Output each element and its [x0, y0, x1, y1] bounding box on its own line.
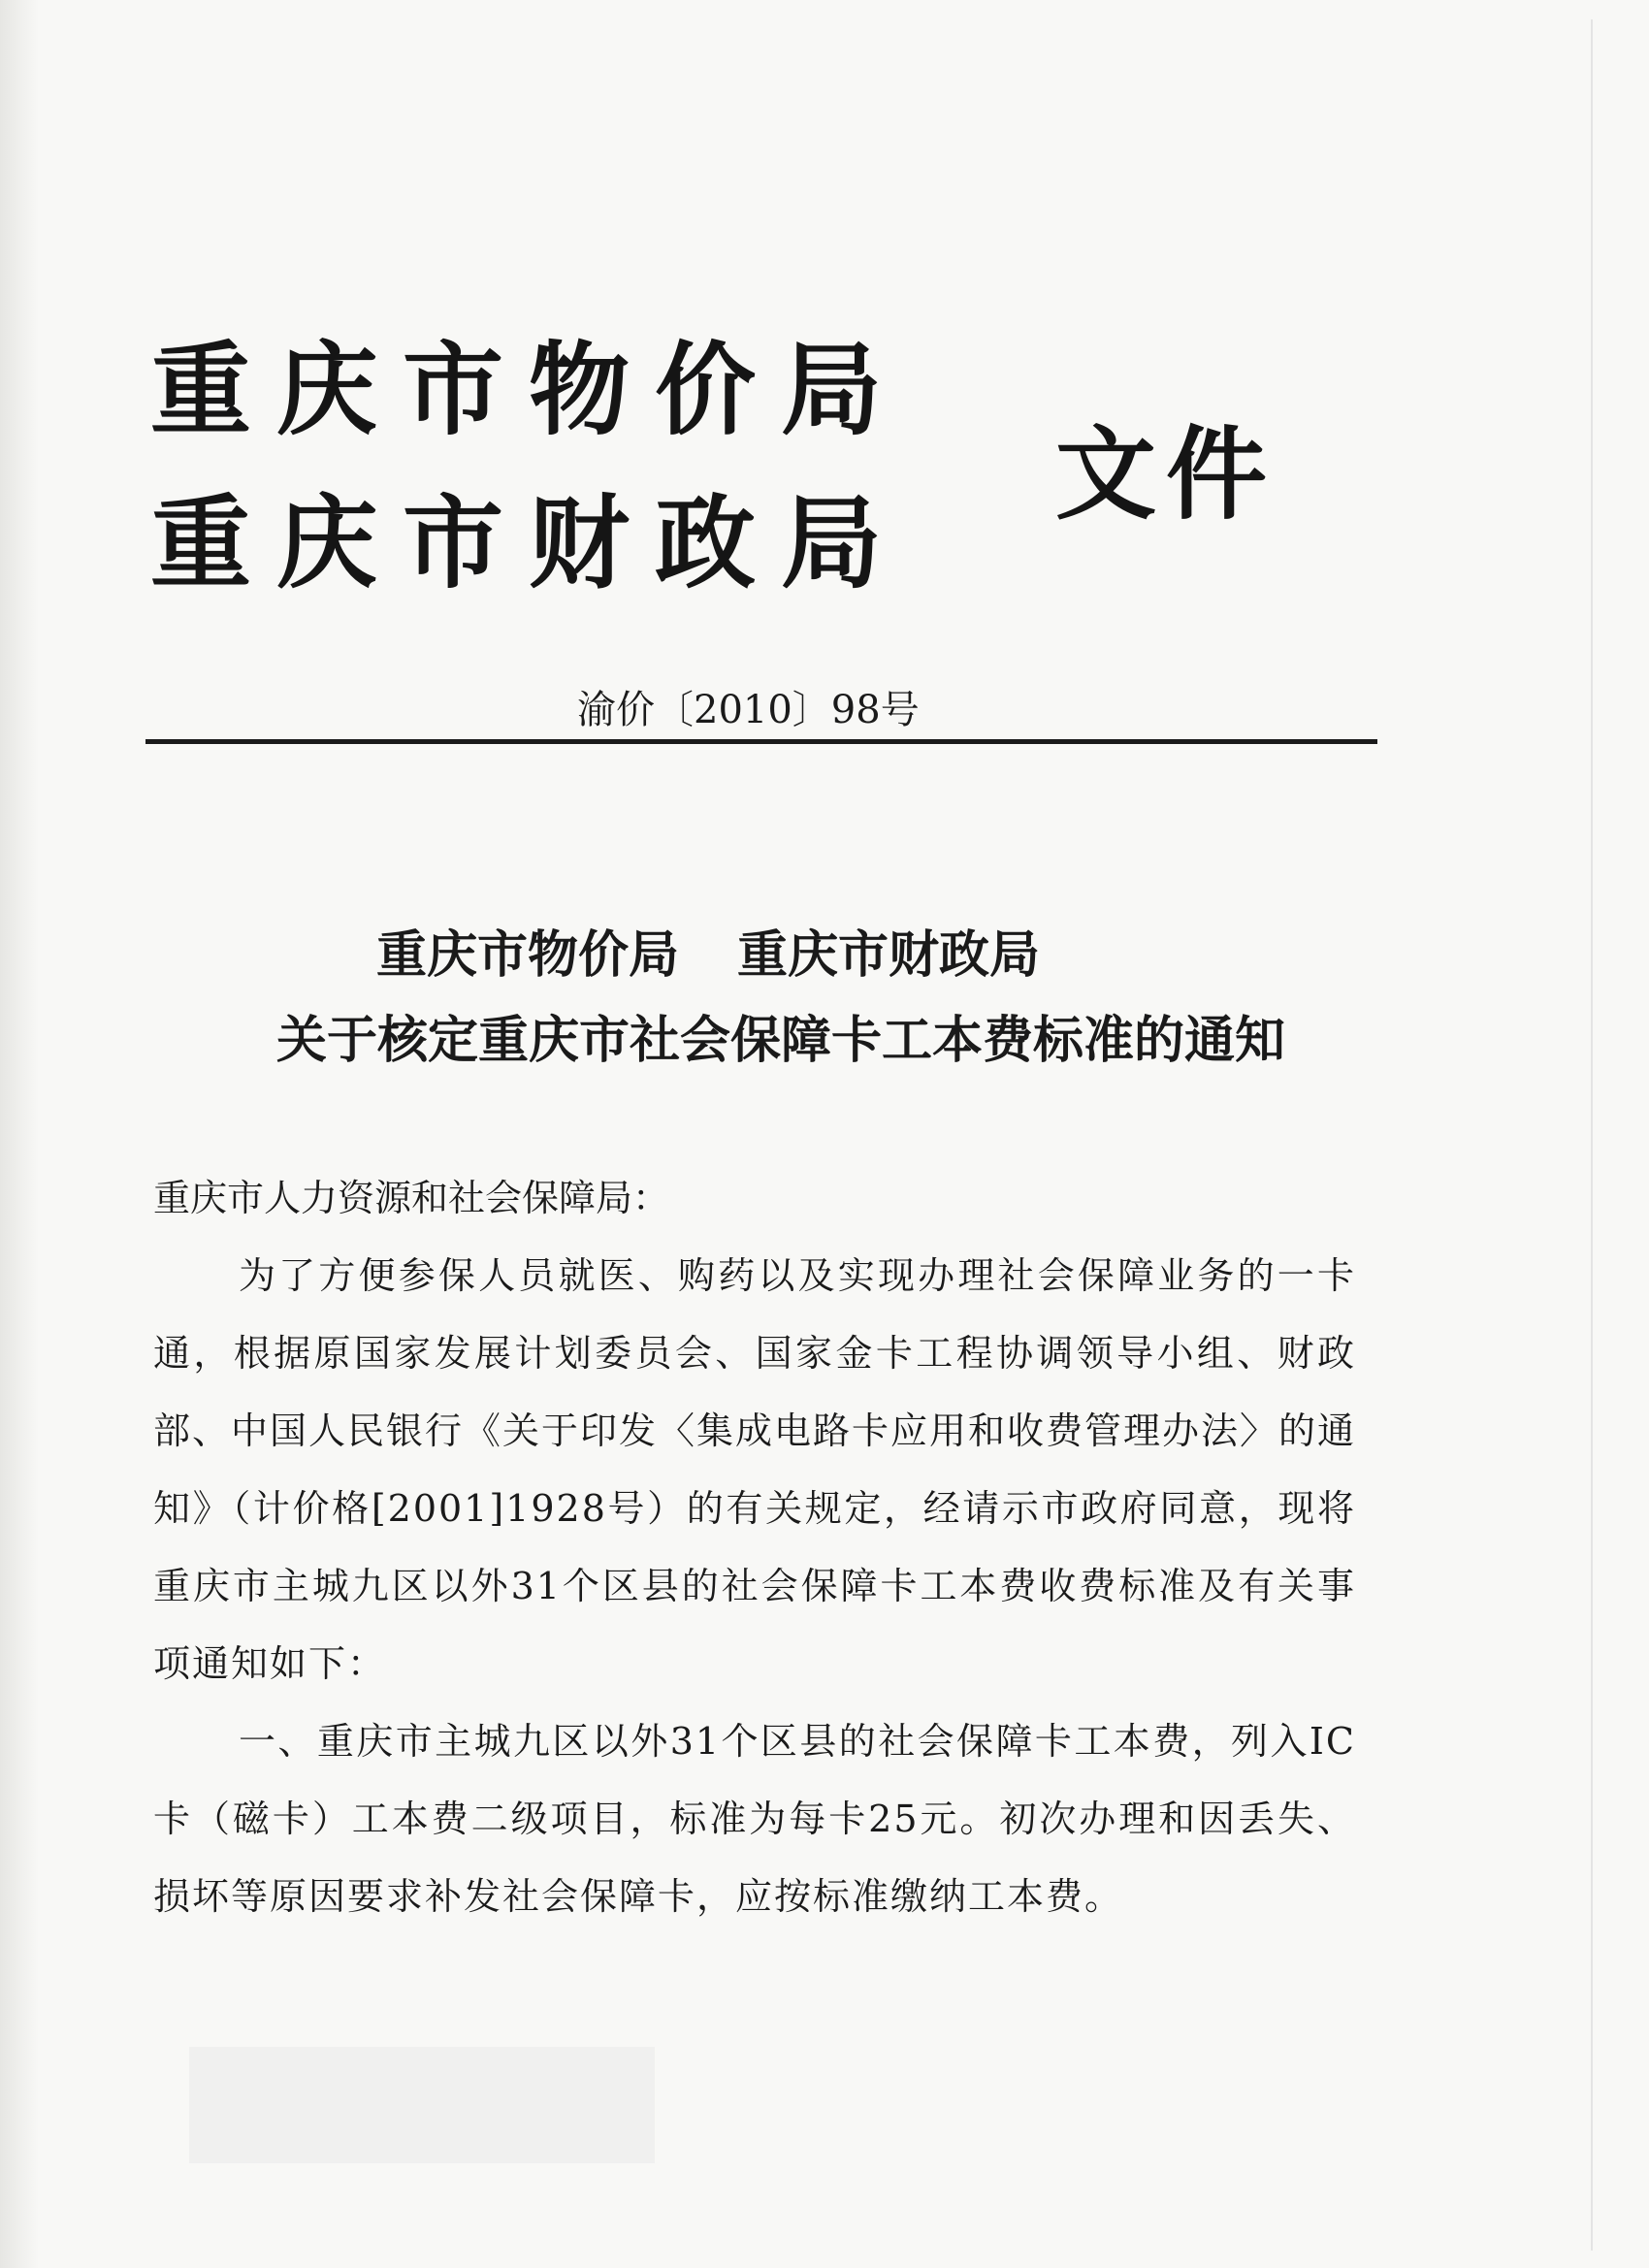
scan-edge-shadow [0, 0, 39, 2268]
paragraph-1-text: 为了方便参保人员就医、购药以及实现办理社会保障业务的一卡通，根据原国家发展计划委员会、国家金卡工程协调领导小组、财政部、中国人民银行《关于印发〈集成电路卡应用和收费管理办法〉的通知》（计价格[2001]1928号）的有关规定，经请示市政府同意，现将重庆市主城九区以外31个区县的社会保障卡工本费收费标准及有关事项通知如下： [153, 1254, 1357, 1685]
scan-smudge [189, 2047, 655, 2163]
header-divider [146, 739, 1377, 744]
header-doc-type: 文件 [1055, 415, 1277, 534]
paragraph-2-text: 一、重庆市主城九区以外31个区县的社会保障卡工本费，列入IC卡（磁卡）工本费二级项目，标准为每卡25元。初次办理和因丢失、损坏等原因要求补发社会保障卡，应按标准缴纳工本费。 [153, 1720, 1356, 1918]
notice-title-line-2: 关于核定重庆市社会保障卡工本费标准的通知 [275, 1012, 1285, 1070]
salutation: 重庆市人力资源和社会保障局： [153, 1177, 670, 1219]
header-org-line-2: 重庆市财政局 [150, 484, 908, 602]
notice-title-line-1 [0, 914, 1533, 987]
header-org-line-1: 重庆市物价局 [150, 331, 908, 449]
document-number: 渝价〔2010〕98号 [577, 688, 920, 732]
body-paragraph-2 [153, 1702, 1356, 1935]
title-org-b: 重庆市财政局 [737, 926, 1041, 985]
scan-edge-line [1591, 19, 1593, 2251]
body-paragraph-1 [153, 1237, 1356, 1702]
title-org-a: 重庆市物价局 [375, 926, 679, 985]
